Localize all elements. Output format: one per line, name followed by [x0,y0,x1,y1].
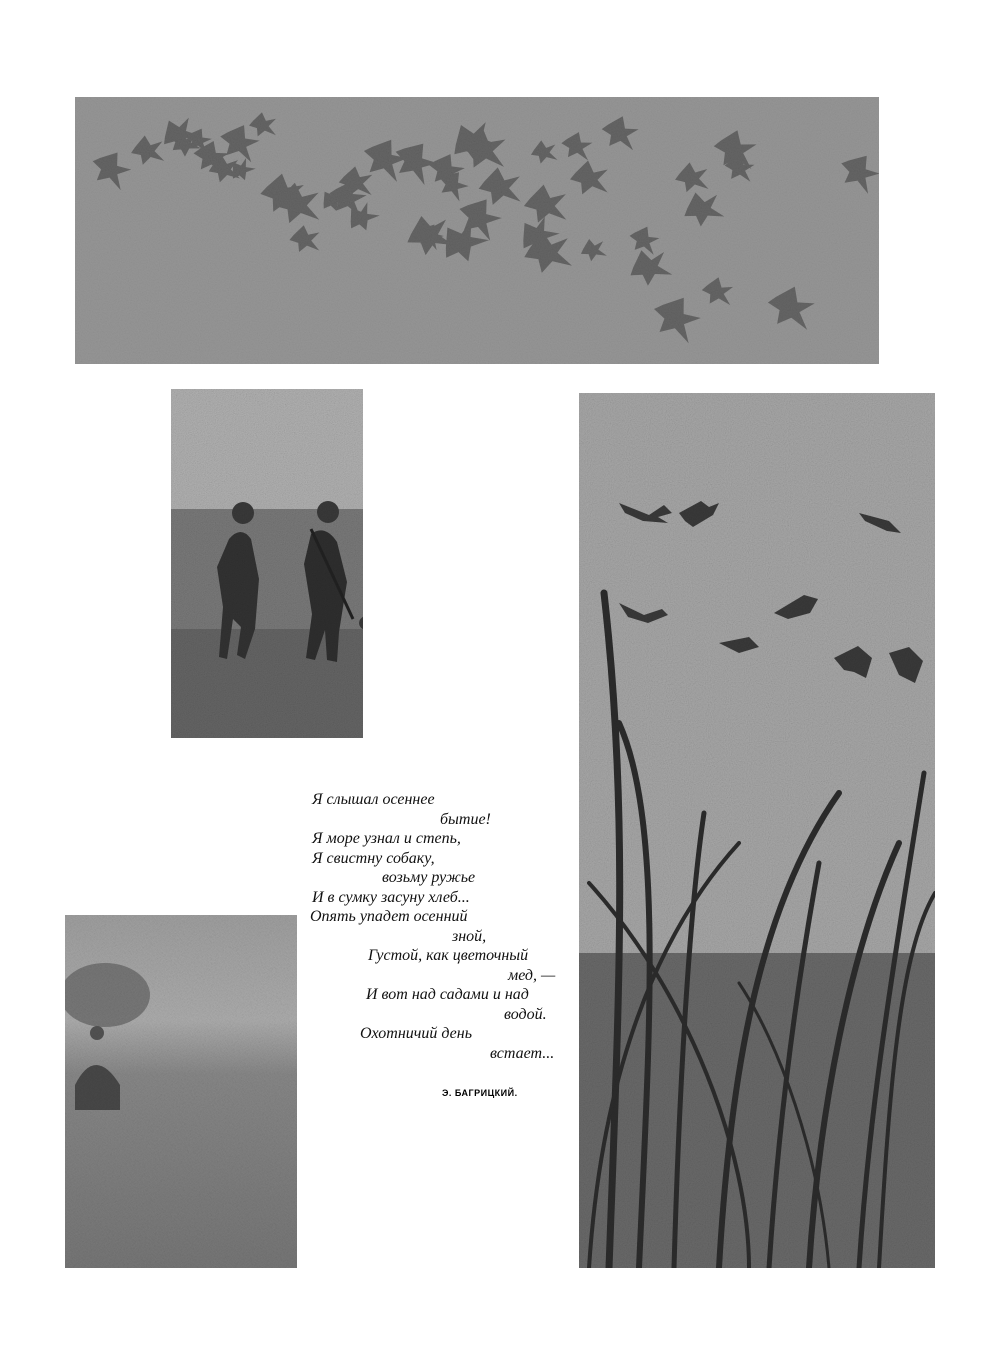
poem-line: бытие! [440,810,491,828]
hunters-photo-image [171,389,363,738]
poem-line: зной, [452,927,487,945]
birds-photo-image [75,97,879,364]
reeds-photo-image [579,393,935,1268]
poem-line: встает... [490,1044,555,1062]
poem-line: И вот над садами и над [366,986,529,1003]
poem-line: Густой, как цветочный [368,947,529,964]
poem-line: Я море узнал и степь, [312,830,461,847]
flock-of-birds-photo [75,97,879,364]
poem-line: И в сумку засуну хлеб... [312,888,470,906]
poem-line: водой. [504,1005,547,1023]
poem-line: Опять упадет осенний [310,908,468,925]
poem-line: Я свистну собаку, [312,849,435,867]
poem-line: Я слышал осеннее [312,791,435,808]
poem-line: возьму ружье [382,869,476,886]
poem-author: Э. БАГРИЦКИЙ. [442,1088,518,1098]
poem-line: Охотничий день [360,1025,472,1042]
ducks-over-reeds-photo [579,393,935,1268]
two-hunters-with-dog-photo [171,389,363,738]
foggy-field-photo [65,915,297,1268]
poem-block [300,790,570,1063]
poem-line: мед, — [508,966,556,984]
field-photo-image [65,915,297,1268]
